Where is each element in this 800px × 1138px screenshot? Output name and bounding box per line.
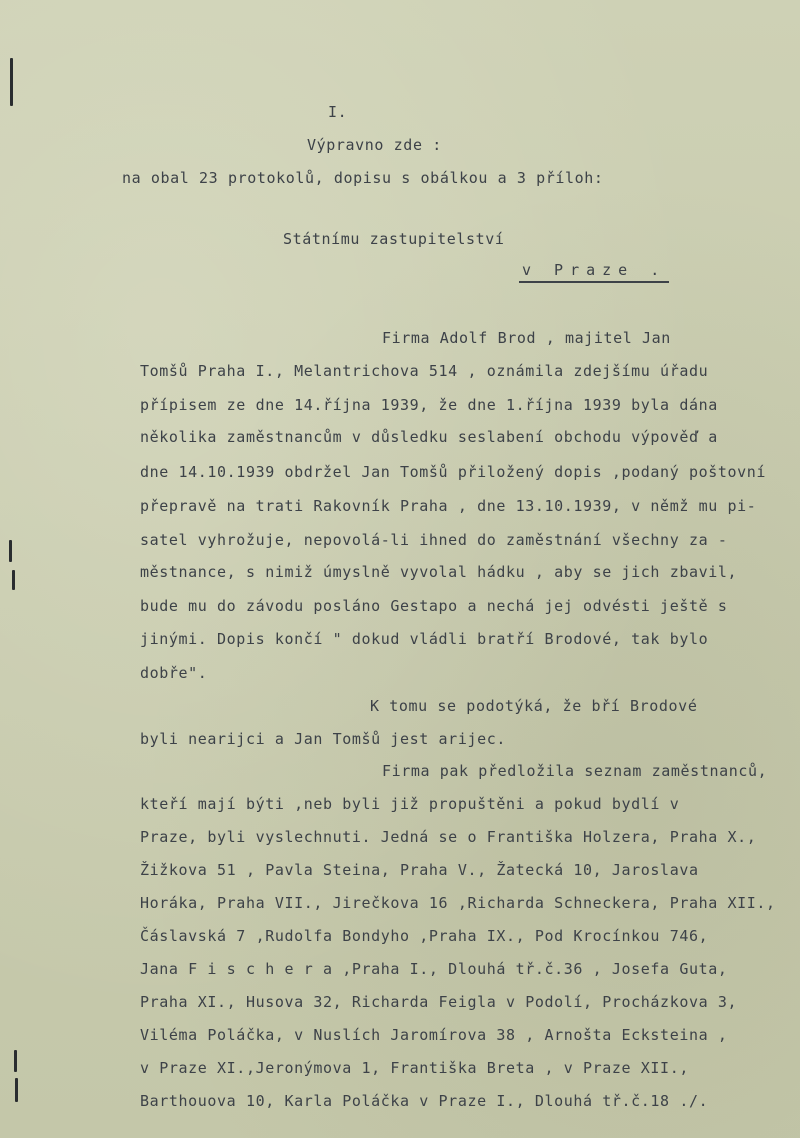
- body-line-1: Firma Adolf Brod , majitel Jan: [382, 329, 671, 347]
- body-line-20: Jana F i s c h e r a ,Praha I., Dlouhá tř.č.36 , Josefa Guta,: [140, 960, 728, 978]
- body-line-21: Praha XI., Husova 32, Richarda Feigla v Podolí, Procházkova 3,: [140, 993, 738, 1011]
- body-line-17: Žižkova 51 , Pavla Steina, Praha V., Žatecká 10, Jaroslava: [140, 861, 699, 879]
- body-line-3: přípisem ze dne 14.října 1939, že dne 1.října 1939 byla dána: [140, 396, 718, 414]
- body-line-22: Viléma Poláčka, v Nuslích Jaromírova 38 , Arnošta Ecksteina ,: [140, 1026, 728, 1044]
- body-line-16: Praze, byli vyslechnuti. Jedná se o Františka Holzera, Praha X.,: [140, 828, 757, 846]
- body-line-2: Tomšů Praha I., Melantrichova 514 , oznámila zdejšímu úřadu: [140, 362, 709, 380]
- recipient-line-1: Státnímu zastupitelství: [283, 230, 505, 248]
- body-line-14: Firma pak předložila seznam zaměstnanců,: [382, 762, 768, 780]
- recipient-underline: [519, 281, 669, 283]
- body-line-19: Čáslavská 7 ,Rudolfa Bondyho ,Praha IX., Pod Krocínkou 746,: [140, 927, 709, 945]
- body-line-4: několika zaměstnancům v důsledku seslabení obchodu výpověď a: [140, 428, 718, 446]
- body-line-7: satel vyhrožuje, nepovolá-li ihned do zaměstnání všechny za -: [140, 531, 728, 549]
- binding-mark-middle-2: [12, 570, 15, 590]
- enclosures-line: na obal 23 protokolů, dopisu s obálkou a 3 příloh:: [122, 169, 604, 187]
- body-line-8: městnance, s nimiž úmyslně vyvolal hádku , aby se jich zbavil,: [140, 563, 738, 581]
- binding-mark-middle-1: [9, 540, 12, 562]
- sent-here-line: Výpravno zde :: [307, 136, 442, 154]
- body-line-18: Horáka, Praha VII., Jirečkova 16 ,Richarda Schneckera, Praha XII.,: [140, 894, 776, 912]
- body-line-10: jinými. Dopis končí " dokud vládli bratří Brodové, tak bylo: [140, 630, 709, 648]
- body-line-5: dne 14.10.1939 obdržel Jan Tomšů přiložený dopis ,podaný poštovní: [140, 463, 766, 481]
- body-line-24: Barthouova 10, Karla Poláčka v Praze I., Dlouhá tř.č.18 ./.: [140, 1092, 709, 1110]
- body-line-12: K tomu se podotýká, že bří Brodové: [370, 697, 698, 715]
- body-line-9: bude mu do závodu posláno Gestapo a nechá jej odvésti ještě s: [140, 597, 728, 615]
- body-line-6: přepravě na trati Rakovník Praha , dne 13.10.1939, v němž mu pi-: [140, 497, 757, 515]
- heading-number: I.: [328, 103, 348, 121]
- body-line-23: v Praze XI.,Jeronýmova 1, Františka Breta , v Praze XII.,: [140, 1059, 689, 1077]
- body-line-11: dobře".: [140, 664, 208, 682]
- binding-mark-bottom-1: [14, 1050, 17, 1072]
- binding-mark-top: [10, 58, 13, 106]
- recipient-line-2: v Praze .: [522, 261, 667, 279]
- body-line-13: byli nearijci a Jan Tomšů jest arijec.: [140, 730, 506, 748]
- body-line-15: kteří mají býti ,neb byli již propuštěni a pokud bydlí v: [140, 795, 680, 813]
- binding-mark-bottom-2: [15, 1078, 18, 1102]
